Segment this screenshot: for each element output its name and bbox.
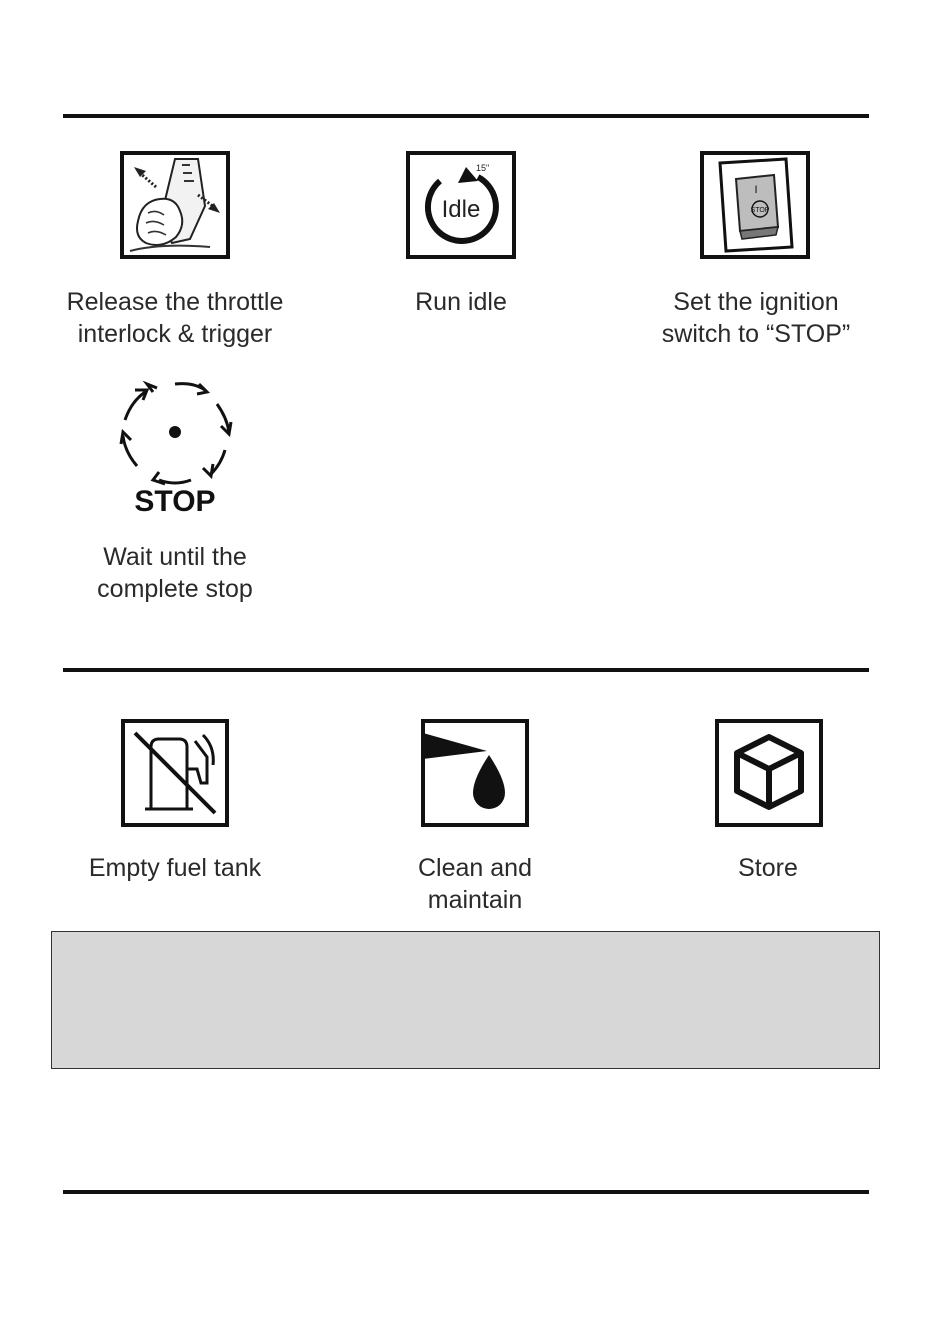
stop-label: STOP xyxy=(134,485,216,518)
storage-box-icon xyxy=(715,719,823,832)
idle-label: Idle xyxy=(441,196,481,223)
step-release-throttle-caption xyxy=(50,286,300,350)
section-divider-top xyxy=(63,114,869,118)
caption-line: switch to “STOP” xyxy=(661,320,851,348)
caption-line: complete stop xyxy=(97,575,253,603)
switch-on-label: I xyxy=(754,184,758,196)
caption-line: Store xyxy=(738,854,798,882)
caption-line: interlock & trigger xyxy=(77,320,273,348)
step-run-idle-caption xyxy=(361,286,561,318)
caption-line: Clean and xyxy=(418,854,532,882)
step-empty-fuel-caption xyxy=(50,852,300,884)
step-clean-maintain-caption xyxy=(375,852,575,916)
switch-stop-label: STOP xyxy=(750,207,770,214)
rotation-stop-icon xyxy=(113,376,237,527)
caption-line: Run idle xyxy=(415,288,507,316)
step-store-caption xyxy=(668,852,868,884)
caption-line: Wait until the xyxy=(103,543,247,571)
caption-line: Release the throttle xyxy=(66,288,284,316)
ignition-switch-icon xyxy=(700,151,810,264)
caption-line: Empty fuel tank xyxy=(88,854,262,882)
oil-drop-icon xyxy=(421,719,529,832)
section-divider-middle xyxy=(63,668,869,672)
step-ignition-caption xyxy=(631,286,881,350)
empty-fuel-tank-icon xyxy=(121,719,229,832)
idle-icon xyxy=(406,151,516,264)
throttle-hand-icon xyxy=(120,151,230,264)
caption-line: Set the ignition xyxy=(673,288,839,316)
section-divider-bottom xyxy=(63,1190,869,1194)
idle-time-label: 15" xyxy=(476,163,490,173)
note-box xyxy=(51,931,880,1069)
step-wait-stop-caption xyxy=(50,541,300,605)
caption-line: maintain xyxy=(427,886,523,914)
